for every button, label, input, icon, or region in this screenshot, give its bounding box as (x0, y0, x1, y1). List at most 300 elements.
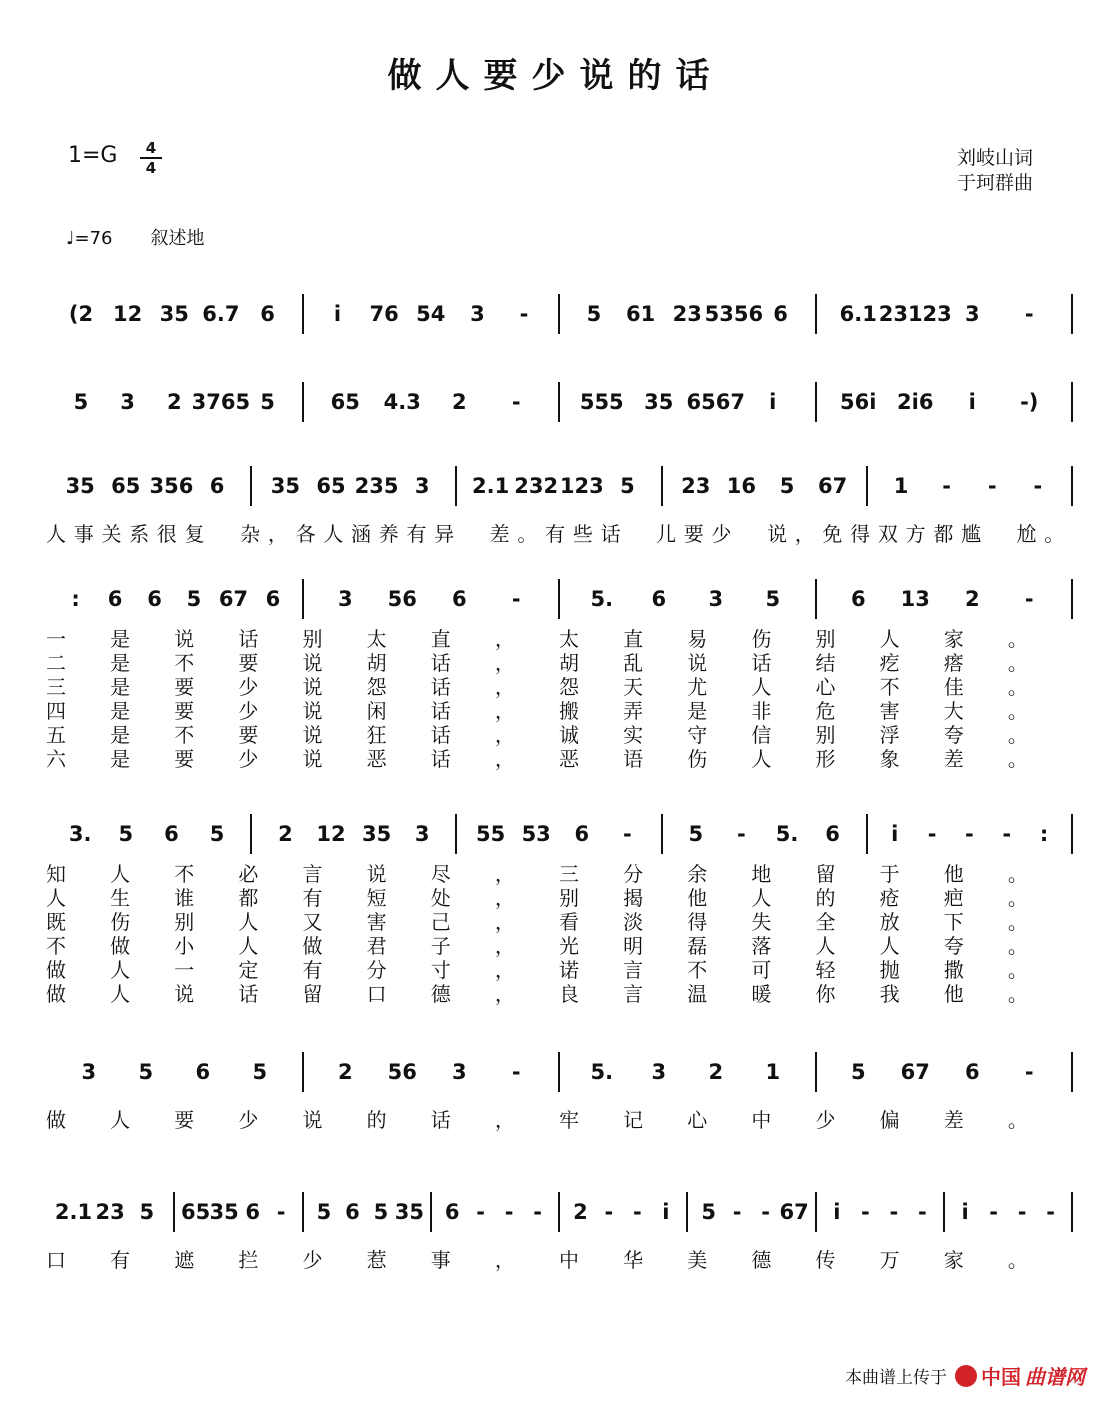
lyric-char: ， (794, 522, 815, 546)
bar-line (1071, 1052, 1073, 1092)
lyric-char: 人 (751, 675, 772, 699)
credits (957, 146, 1033, 196)
note: - (761, 1200, 770, 1224)
lyric-char: 君 (366, 934, 387, 958)
lyric-char: 瘩 (943, 651, 964, 675)
key-signature: 1=G (68, 143, 118, 168)
bar-line (1071, 814, 1073, 854)
lyric-char: 别 (815, 627, 836, 651)
note: - (861, 1200, 870, 1224)
note: 76 (369, 302, 399, 326)
lyric-char: 六 (46, 747, 66, 771)
note: - (623, 822, 632, 846)
note: 6 (451, 587, 467, 611)
lyric-char: 做 (302, 934, 323, 958)
lyric-char: 恶 (559, 747, 579, 771)
note: (2 (68, 302, 94, 326)
note: - (918, 1200, 927, 1224)
bar-line (558, 579, 560, 619)
note: - (1033, 474, 1043, 498)
lyric-char: 小 (174, 934, 195, 958)
lyric-char: 言 (623, 958, 644, 982)
note: 5 (765, 587, 781, 611)
lyric-char: 有 (302, 958, 323, 982)
note: 1 (893, 474, 909, 498)
lyric-char: 人 (323, 522, 344, 546)
lyric-char: 杂 (240, 522, 261, 546)
note: 3 (470, 302, 485, 326)
note: - (276, 1200, 286, 1224)
lyric-char: 心 (815, 675, 836, 699)
note: - (989, 1200, 998, 1224)
lyric-char: 的 (815, 886, 836, 910)
bar-line (558, 1052, 560, 1092)
lyric-char: 地 (751, 862, 772, 886)
lyric-char: 家 (943, 1248, 964, 1272)
note: 6567 (686, 390, 745, 414)
note: - (511, 587, 521, 611)
bar-line (302, 294, 304, 334)
footer-text: 本曲谱上传于 (845, 1368, 947, 1388)
lyric-char: 尤 (687, 675, 708, 699)
lyric-char: 有 (110, 1248, 131, 1272)
time-signature (140, 140, 162, 176)
bar-line (815, 294, 817, 334)
lyric-char: 。 (1007, 651, 1028, 675)
lyric-char: 。 (1007, 1108, 1028, 1132)
note: 2 (573, 1200, 588, 1224)
bar-line (815, 382, 817, 422)
lyric-char: 言 (302, 862, 323, 886)
note: 53 (521, 822, 551, 846)
lyric-char: ， (494, 699, 515, 723)
note: - (476, 1200, 485, 1224)
note: 67 (218, 587, 249, 611)
lyric-char: 人 (879, 627, 900, 651)
footer (845, 1361, 1085, 1390)
note: - (511, 1060, 521, 1084)
note: 6 (107, 587, 123, 611)
lyric-char: 磊 (687, 934, 708, 958)
lyric-char: 谁 (174, 886, 195, 910)
note: 235 (354, 474, 399, 498)
note: : (71, 587, 80, 611)
bar-line (302, 382, 304, 422)
lyric-char: 放 (879, 910, 900, 934)
bar-line (558, 382, 560, 422)
lyric-char: 少 (238, 1108, 259, 1132)
lyric-char: 少 (238, 675, 259, 699)
lyric-char: 心 (687, 1108, 708, 1132)
note: 2 (166, 390, 182, 414)
lyric-char: 要 (238, 723, 259, 747)
lyric-char: 双 (877, 522, 898, 546)
lyric-char: 搬 (559, 699, 579, 723)
lyric-char: 别 (559, 886, 579, 910)
bar-line (302, 1192, 304, 1232)
lyric-char: 下 (943, 910, 964, 934)
lyric-char: 儿 (656, 522, 677, 546)
lyric-char: 天 (623, 675, 644, 699)
bar-line (430, 1192, 432, 1232)
note: 6 (260, 302, 275, 326)
note: 5 (139, 1200, 155, 1224)
lyric-char: 你 (815, 982, 836, 1006)
lyric-char: 疙 (879, 651, 900, 675)
tempo-marking (66, 224, 204, 250)
lyric-char: 中 (559, 1248, 579, 1272)
lyric-char: 全 (815, 910, 836, 934)
lyric-char: 轻 (815, 958, 836, 982)
bar-line (302, 579, 304, 619)
lyric-char: 直 (430, 627, 451, 651)
lyric-char: 关 (101, 522, 122, 546)
lyric-char: 明 (623, 934, 644, 958)
lyric-char: 差 (489, 522, 510, 546)
lyric-char: 处 (430, 886, 451, 910)
note: : (1039, 822, 1049, 846)
note: - (942, 474, 951, 498)
note: 35 (644, 390, 674, 414)
lyric-char: 疤 (943, 886, 964, 910)
lyric-char: 要 (174, 1108, 195, 1132)
note: 6.1 (839, 302, 877, 326)
lyric-char: 少 (302, 1248, 323, 1272)
bar-line (866, 814, 868, 854)
note: 123 (559, 474, 604, 498)
note: 6.7 (202, 302, 240, 326)
note: 2 (337, 1060, 353, 1084)
bar-line (1071, 1192, 1073, 1232)
note: 5 (586, 302, 602, 326)
lyric-char: 惹 (366, 1248, 387, 1272)
note: 12 (316, 822, 346, 846)
bar-line (815, 1192, 817, 1232)
lyric-char: 养 (378, 522, 399, 546)
lyric-char: 德 (751, 1248, 772, 1272)
lyric-char: 人 (815, 934, 836, 958)
lyric-char: 害 (366, 910, 387, 934)
lyric-char: 差 (943, 747, 964, 771)
note: - (987, 474, 997, 498)
lyric-char: 有 (545, 522, 566, 546)
lyric-char: 胡 (559, 651, 579, 675)
lyric-char: ， (494, 723, 515, 747)
lyric-char: 是 (110, 651, 131, 675)
note: 3 (651, 1060, 667, 1084)
lyric-char: ， (494, 958, 515, 982)
lyric-char: 。 (1007, 675, 1028, 699)
lyric-char: 都 (933, 522, 954, 546)
lyric-char: 华 (623, 1248, 644, 1272)
lyric-char: 少 (238, 699, 259, 723)
lyric-char: 守 (687, 723, 708, 747)
note: 35 (65, 474, 95, 498)
lyric-char: 尴 (961, 522, 982, 546)
note: 5. (590, 587, 614, 611)
lyric-char: 系 (129, 522, 150, 546)
lyric-char: 。 (1007, 747, 1028, 771)
lyric-char: 伤 (751, 627, 772, 651)
lyric-char: 少 (815, 1108, 836, 1132)
lyric-char: 他 (687, 886, 708, 910)
lyric-char: 不 (174, 651, 195, 675)
lyric-char: 些 (572, 522, 593, 546)
lyric-char: 太 (559, 627, 579, 651)
note: 13 (900, 587, 930, 611)
lyric-char: 做 (110, 934, 131, 958)
note: 6 (265, 587, 281, 611)
note: 55 (475, 822, 506, 846)
lyric-char: 是 (110, 699, 131, 723)
lyric-char: 别 (174, 910, 195, 934)
lyric-char: 我 (879, 982, 900, 1006)
lyric-char: 口 (46, 1248, 66, 1272)
bar-line (1071, 579, 1073, 619)
lyric-char: 诺 (559, 958, 579, 982)
note: 3 (451, 1060, 467, 1084)
lyric-char: 一 (174, 958, 195, 982)
note: 23 (681, 474, 711, 498)
note: - (604, 1200, 614, 1224)
lyric-char: 。 (1007, 699, 1028, 723)
note: 5 (186, 587, 202, 611)
note: 3. (68, 822, 92, 846)
lyric-char: 人 (238, 934, 259, 958)
bar-line (1071, 294, 1073, 334)
lyric-char: 落 (751, 934, 772, 958)
time-signature-bottom: 4 (145, 159, 157, 177)
lyric-char: 都 (238, 886, 259, 910)
lyric-char: 抛 (879, 958, 900, 982)
lyric-char: 是 (110, 627, 131, 651)
note: i (968, 390, 976, 414)
note: 16 (726, 474, 757, 498)
lyric-char: 记 (623, 1108, 644, 1132)
note: i (891, 822, 899, 846)
lyric-char: 二 (46, 651, 66, 675)
lyric-char: 复 (184, 522, 205, 546)
lyric-char: 做 (46, 982, 66, 1006)
lyric-char: 怨 (559, 675, 579, 699)
lyric-char: 非 (751, 699, 772, 723)
lyric-char: 他 (943, 862, 964, 886)
lyric-char: 传 (815, 1248, 836, 1272)
lyric-char: 。 (1007, 910, 1028, 934)
bar-line (455, 814, 457, 854)
lyric-char: 人 (238, 910, 259, 934)
lyric-char: 。 (1007, 862, 1028, 886)
note: 6 (964, 1060, 980, 1084)
lyric-char: ， (494, 910, 515, 934)
lyricist: 刘岐山词 (956, 147, 1033, 169)
note: 555 (579, 390, 624, 414)
lyric-char: 要 (174, 699, 195, 723)
lyric-char: ， (494, 886, 515, 910)
note: - (889, 1200, 899, 1224)
logo-cn: 中国 (981, 1365, 1021, 1389)
lyric-char: 不 (174, 723, 195, 747)
lyric-char: 易 (687, 627, 708, 651)
note: 6 (574, 822, 590, 846)
lyric-char: 差 (943, 1108, 964, 1132)
bar-line (943, 1192, 945, 1232)
lyric-char: 子 (430, 934, 451, 958)
note: i (769, 390, 777, 414)
note: 3 (964, 302, 980, 326)
lyric-char: ， (494, 862, 515, 886)
lyric-char: 一 (46, 627, 66, 651)
lyric-char: ， (494, 982, 515, 1006)
lyric-char: 危 (815, 699, 836, 723)
lyric-char: ， (494, 651, 515, 675)
note: - (533, 1200, 542, 1224)
note: 3 (81, 1060, 97, 1084)
lyric-char: 留 (815, 862, 836, 886)
note: 35 (159, 302, 189, 326)
lyric-char: 结 (815, 651, 836, 675)
note: 2 (708, 1060, 724, 1084)
lyric-char: 疮 (879, 886, 900, 910)
lyric-char: 说 (302, 651, 323, 675)
lyric-char: 。 (1044, 522, 1065, 546)
note: 5. (775, 822, 799, 846)
note: - (965, 822, 974, 846)
lyric-char: 恶 (366, 747, 387, 771)
lyric-char: 。 (517, 522, 538, 546)
lyric-char: 诚 (559, 723, 579, 747)
note: 3 (414, 822, 430, 846)
note: 5. (590, 1060, 614, 1084)
note: 2.1 (54, 1200, 93, 1224)
lyric-char: 浮 (879, 723, 900, 747)
note: 5 (688, 822, 704, 846)
note: 356 (149, 474, 194, 498)
note: 5 (620, 474, 635, 498)
note: 5356 (704, 302, 764, 326)
lyric-char: 五 (46, 723, 66, 747)
note: - (1024, 1060, 1034, 1084)
note: - (732, 1200, 742, 1224)
lyric-char: 知 (46, 862, 66, 886)
lyric-char: 人 (879, 934, 900, 958)
lyric-char: 事 (430, 1248, 451, 1272)
lyric-char: 人 (751, 886, 772, 910)
lyric-char: 可 (751, 958, 772, 982)
lyric-char: 生 (110, 886, 131, 910)
lyric-char: 得 (687, 910, 708, 934)
note: 6 (850, 587, 866, 611)
note: - (737, 822, 746, 846)
lyric-char: 不 (46, 934, 66, 958)
note: 5 (73, 390, 89, 414)
bar-line (1071, 466, 1073, 506)
note: 5 (316, 1200, 332, 1224)
lyric-char: 别 (815, 723, 836, 747)
note: 5 (118, 822, 134, 846)
lyric-char: 人 (46, 522, 66, 546)
note: 5 (260, 390, 275, 414)
lyric-char: 德 (430, 982, 451, 1006)
lyric-char: 不 (879, 675, 900, 699)
note: 6 (773, 302, 788, 326)
lyric-char: 。 (1007, 627, 1028, 651)
lyric-char: 人 (110, 1108, 131, 1132)
lyric-char: 说 (174, 627, 195, 651)
lyric-char: ， (267, 522, 288, 546)
lyric-char: 淡 (623, 910, 644, 934)
lyric-char: 异 (434, 522, 455, 546)
note: - (1024, 587, 1034, 611)
bar-line (455, 466, 457, 506)
lyric-char: 。 (1007, 1248, 1028, 1272)
notation-row (0, 300, 1111, 350)
note: 65 (330, 390, 360, 414)
lyric-char: 有 (406, 522, 427, 546)
lyric-char: 必 (238, 862, 259, 886)
bar-line (815, 579, 817, 619)
lyric-char: 各 (295, 522, 316, 546)
lyric-char: 余 (687, 862, 708, 886)
lyric-char: ， (494, 675, 515, 699)
logo-icon (955, 1365, 977, 1387)
lyric-char: 是 (110, 675, 131, 699)
bar-line (173, 1192, 175, 1232)
lyric-char: 夸 (943, 723, 964, 747)
lyric-char: 得 (850, 522, 871, 546)
lyric-char: 有 (302, 886, 323, 910)
lyric-char: 四 (46, 699, 66, 723)
lyric-char: 少 (238, 747, 259, 771)
lyric-char: 话 (430, 699, 451, 723)
site-logo[interactable] (955, 1361, 1085, 1390)
lyric-char: 夸 (943, 934, 964, 958)
lyric-char: 牢 (559, 1108, 579, 1132)
lyric-char: 话 (430, 747, 451, 771)
lyric-char: 人 (46, 886, 66, 910)
bar-line (866, 466, 868, 506)
lyric-char: 大 (943, 699, 964, 723)
lyric-char: 害 (879, 699, 900, 723)
lyric-char: 人 (110, 862, 131, 886)
note: 35 (209, 1200, 239, 1224)
lyric-char: 美 (687, 1248, 708, 1272)
logo-site: 曲谱网 (1025, 1365, 1085, 1389)
lyric-char: 伤 (110, 910, 131, 934)
lyric-char: 很 (156, 522, 177, 546)
note: - (504, 1200, 514, 1224)
lyric-char: 口 (366, 982, 387, 1006)
note: 54 (416, 302, 446, 326)
lyric-char: 不 (174, 862, 195, 886)
lyric-char: 。 (1007, 934, 1028, 958)
note: 5 (850, 1060, 866, 1084)
lyric-char: 他 (943, 982, 964, 1006)
lyric-char: 是 (687, 699, 708, 723)
lyric-char: 佳 (943, 675, 964, 699)
lyric-char: 狂 (366, 723, 387, 747)
lyric-char: 话 (238, 627, 259, 651)
lyric-char: 说 (302, 699, 323, 723)
expression: 叙述地 (150, 228, 205, 249)
lyric-char: 又 (302, 910, 323, 934)
lyric-char: 太 (366, 627, 387, 651)
note: 5 (701, 1200, 716, 1224)
lyric-char: 少 (711, 522, 732, 546)
note: 61 (625, 302, 656, 326)
lyric-char: 弄 (623, 699, 644, 723)
note: 5 (373, 1200, 389, 1224)
